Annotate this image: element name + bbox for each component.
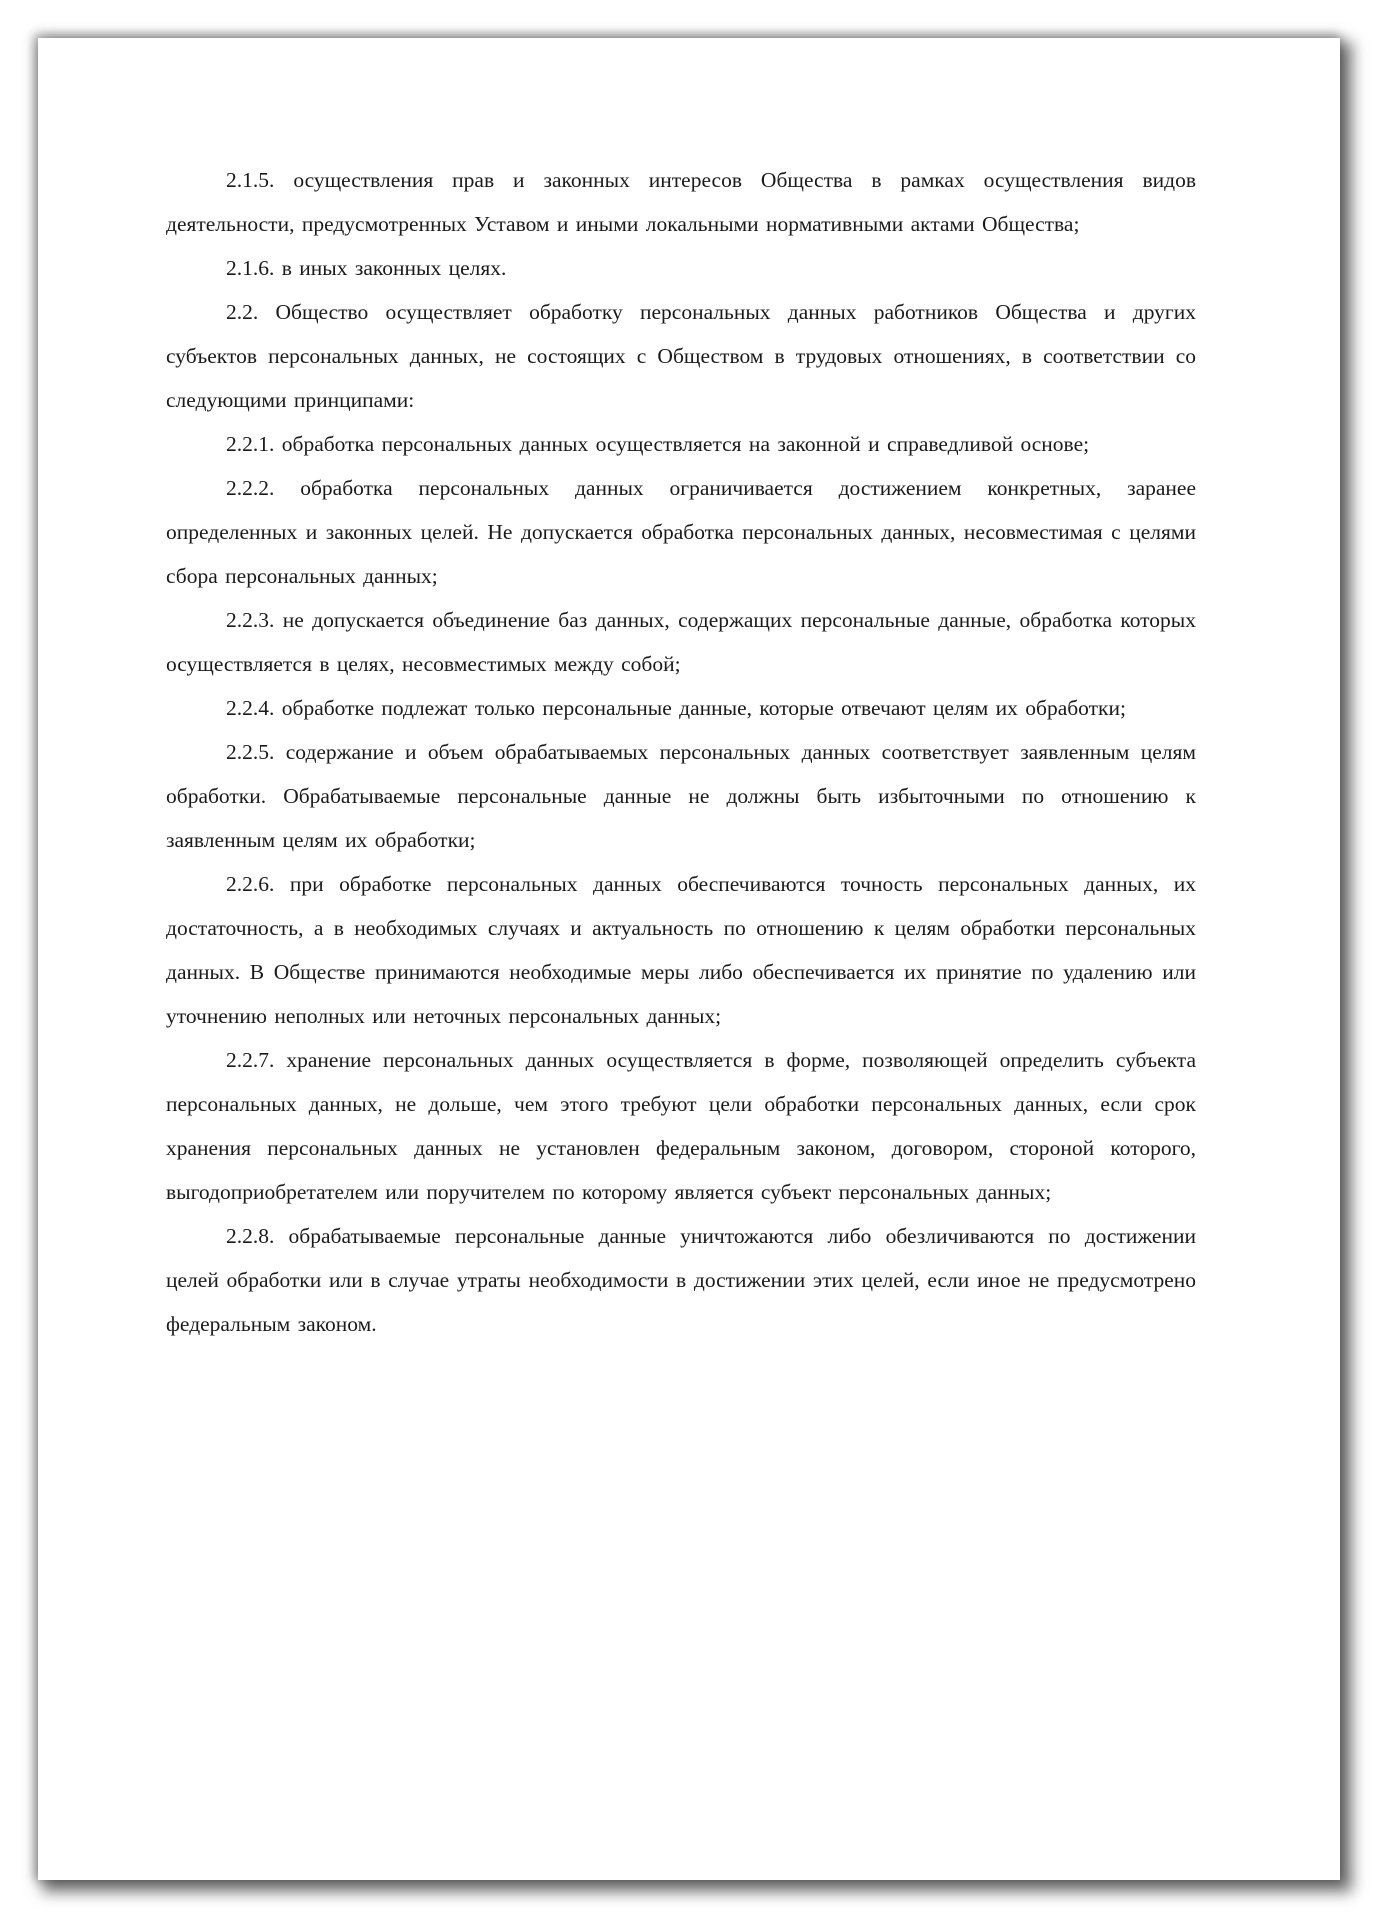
paragraph-2-2-6: 2.2.6. при обработке персональных данных обеспечиваются точность персональных данных, их достаточность, а в необходимых случаях и актуальность по отношению к целям обработки персональных данных. В Обществе принимаются необходимые меры либо обеспечивается их принятие по удалению или уточнению неполных или неточных персональных данных; — [166, 872, 1196, 1028]
paragraph-2-2-3: 2.2.3. не допускается объединение баз данных, содержащих персональные данные, обработка которых осуществляется в целях, несовместимых между собой; — [166, 608, 1196, 676]
paragraph-2-2-4: 2.2.4. обработке подлежат только персональные данные, которые отвечают целям их обработки; — [226, 696, 1126, 720]
paragraph-2-2-5: 2.2.5. содержание и объем обрабатываемых персональных данных соответствует заявленным целям обработки. Обрабатываемые персональные данные не должны быть избыточными по отношению к заявленным целям их обработки; — [166, 740, 1196, 852]
paragraph-2-2-8: 2.2.8. обрабатываемые персональные данные уничтожаются либо обезличиваются по достижении целей обработки или в случае утраты необходимости в достижении этих целей, если иное не предусмотрено федеральным законом. — [166, 1224, 1196, 1336]
paragraph-2-2-1: 2.2.1. обработка персональных данных осуществляется на законной и справедливой основе; — [226, 432, 1090, 456]
paragraph-2-2-7: 2.2.7. хранение персональных данных осуществляется в форме, позволяющей определить субъекта персональных данных, не дольше, чем этого требуют цели обработки персональных данных, если срок хранения персональных данных не установлен федеральным законом, договором, стороной которого, выгодоприобретателем или поручителем по которому является субъект персональных данных; — [166, 1048, 1196, 1204]
document-page — [38, 38, 1340, 1880]
paragraph-2-1-5: 2.1.5. осуществления прав и законных интересов Общества в рамках осуществления видов деятельности, предусмотренных Уставом и иными локальными нормативными актами Общества; — [166, 168, 1196, 236]
paragraph-2-2: 2.2. Общество осуществляет обработку персональных данных работников Общества и других субъектов персональных данных, не состоящих с Обществом в трудовых отношениях, в соответствии со следующими принципами: — [166, 300, 1196, 412]
paragraph-2-2-2: 2.2.2. обработка персональных данных ограничивается достижением конкретных, заранее определенных и законных целей. Не допускается обработка персональных данных, несовместимая с целями сбора персональных данных; — [166, 476, 1196, 588]
document-body — [166, 158, 1196, 1346]
paragraph-2-1-6: 2.1.6. в иных законных целях. — [226, 256, 507, 280]
